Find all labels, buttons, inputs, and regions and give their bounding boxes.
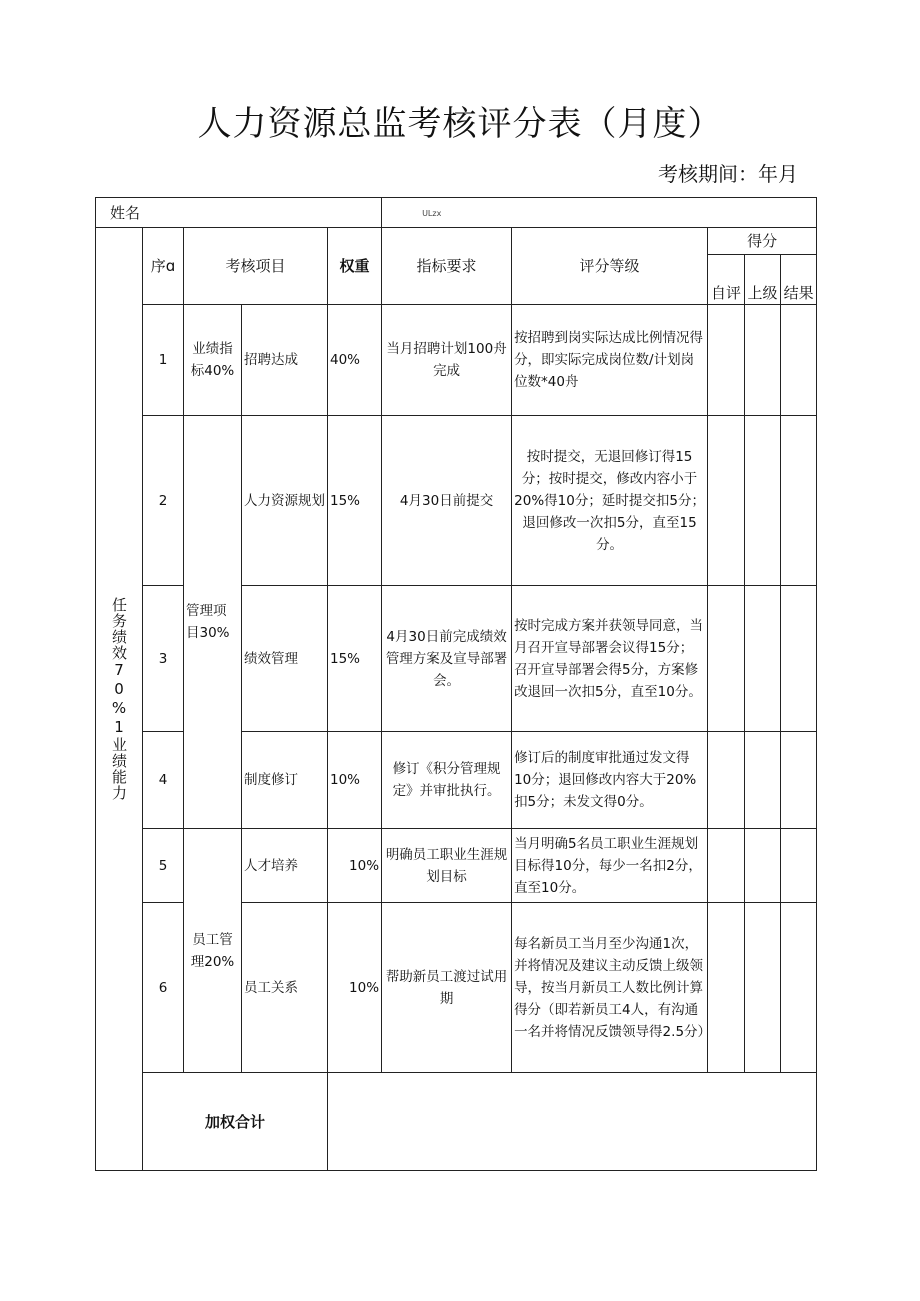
col-item-header: 考核项目 (184, 228, 328, 305)
row-requirement: 修订《积分管理规定》并审批执行。 (382, 732, 512, 829)
col-result-header: 结果 (781, 255, 817, 305)
row-seq: 2 (143, 416, 184, 586)
row-weight: 15% (328, 586, 382, 732)
row-seq: 6 (143, 903, 184, 1073)
col-requirement-header: 指标要求 (382, 228, 512, 305)
col-weight-header: 权重 (328, 228, 382, 305)
result-score-cell[interactable] (781, 903, 817, 1073)
superior-score-cell[interactable] (745, 416, 781, 586)
category-staff: 员工管理20% (184, 829, 242, 1073)
row-seq: 4 (143, 732, 184, 829)
row-grading: 按时提交，无退回修订得15分；按时提交，修改内容小于20%得10分；延时提交扣5分；退回修改一次扣5分，直至15分。 (512, 416, 708, 586)
col-superior-header: 上级 (745, 255, 781, 305)
row-item: 员工关系 (242, 903, 328, 1073)
row-item: 制度修订 (242, 732, 328, 829)
name-label: 姓名 (96, 198, 382, 228)
weighted-total-label: 加权合计 (143, 1073, 328, 1171)
page-title: 人力资源总监考核评分表（月度） (197, 104, 723, 144)
row-seq: 1 (143, 305, 184, 416)
row-item: 人才培养 (242, 829, 328, 903)
row-requirement: 4月30日前完成绩效管理方案及宣导部署会。 (382, 586, 512, 732)
col-seq-header: 序ɑ (143, 228, 184, 305)
col-grading-header: 评分等级 (512, 228, 708, 305)
row-requirement: 帮助新员工渡过试用期 (382, 903, 512, 1073)
result-score-cell[interactable] (781, 416, 817, 586)
result-score-cell[interactable] (781, 305, 817, 416)
row-item: 人力资源规划 (242, 416, 328, 586)
self-score-cell[interactable] (708, 732, 745, 829)
superior-score-cell[interactable] (745, 903, 781, 1073)
col-score-header: 得分 (708, 228, 817, 255)
row-grading: 当月明确5名员工职业生涯规划目标得10分，每少一名扣2分，直至10分。 (512, 829, 708, 903)
name-field[interactable] (382, 198, 817, 228)
result-score-cell[interactable] (781, 732, 817, 829)
row-item: 绩效管理 (242, 586, 328, 732)
row-grading: 按时完成方案并获领导同意，当月召开宣导部署会议得15分；召开宣导部署会得5分，方案修改退回一次扣5分，直至10分。 (512, 586, 708, 732)
row-grading: 修订后的制度审批通过发文得10分；退回修改内容大于20%扣5分；未发文得0分。 (512, 732, 708, 829)
self-score-cell[interactable] (708, 903, 745, 1073)
row-grading: 每名新员工当月至少沟通1次，并将情况及建议主动反馈上级领导，按当月新员工人数比例计算得分（即若新员工4人，有沟通一名并将情况反馈领导得2.5分） (512, 903, 708, 1073)
result-score-cell[interactable] (781, 586, 817, 732)
side-category-cell (96, 228, 143, 1171)
weighted-total-value[interactable] (328, 1073, 817, 1171)
category-management: 管理项目30% (184, 416, 242, 829)
superior-score-cell[interactable] (745, 829, 781, 903)
col-self-header: 自评 (708, 255, 745, 305)
category-performance: 业绩指标40% (184, 305, 242, 416)
name-value: ULzx (422, 208, 442, 218)
self-score-cell[interactable] (708, 586, 745, 732)
row-weight: 10% (328, 829, 382, 903)
row-requirement: 4月30日前提交 (382, 416, 512, 586)
row-weight: 40% (328, 305, 382, 416)
row-item: 招聘达成 (242, 305, 328, 416)
assessment-period: 考核期间：年月 (658, 162, 798, 186)
result-score-cell[interactable] (781, 829, 817, 903)
row-grading: 按招聘到岗实际达成比例情况得分，即实际完成岗位数/计划岗位数*40舟 (512, 305, 708, 416)
self-score-cell[interactable] (708, 305, 745, 416)
row-seq: 3 (143, 586, 184, 732)
side-category-label: 任务绩效70%1业绩能力 (110, 597, 128, 801)
self-score-cell[interactable] (708, 416, 745, 586)
superior-score-cell[interactable] (745, 305, 781, 416)
row-weight: 10% (328, 903, 382, 1073)
row-requirement: 明确员工职业生涯规划目标 (382, 829, 512, 903)
superior-score-cell[interactable] (745, 586, 781, 732)
evaluation-table (95, 197, 817, 1171)
self-score-cell[interactable] (708, 829, 745, 903)
superior-score-cell[interactable] (745, 732, 781, 829)
row-weight: 10% (328, 732, 382, 829)
row-requirement: 当月招聘计划100舟完成 (382, 305, 512, 416)
row-seq: 5 (143, 829, 184, 903)
row-weight: 15% (328, 416, 382, 586)
